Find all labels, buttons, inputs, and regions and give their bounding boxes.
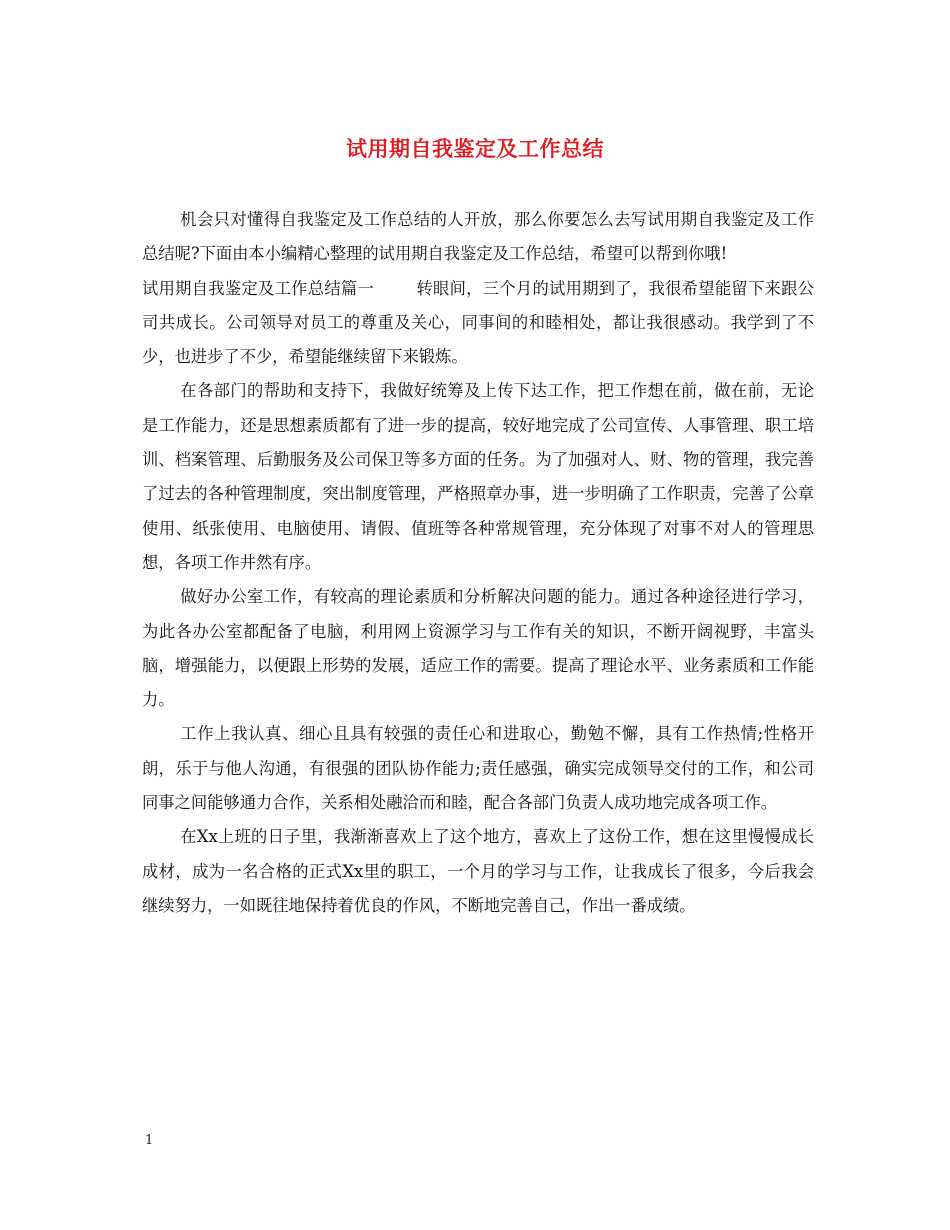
document-body [142,203,814,923]
page-number: 1 [145,1133,154,1148]
body-paragraph: 工作上我认真、细心且具有较强的责任心和进取心，勤勉不懈，具有工作热情;性格开朗，乐于与他人沟通，有很强的团队协作能力;责任感强，确实完成领导交付的工作，和公司同事之间能够通力合作，关系相处融洽而和睦，配合各部门负责人成功地完成各项工作。 [142,724,814,813]
body-paragraph: 在Xx上班的日子里，我渐渐喜欢上了这个地方，喜欢上了这份工作，想在这里慢慢成长成材，成为一名合格的正式Xx里的职工，一个月的学习与工作，让我成长了很多，今后我会继续努力，一如既往地保持着优良的作风，不断地完善自己，作出一番成绩。 [142,827,814,915]
section-paragraph [142,272,814,375]
section-heading: 试用期自我鉴定及工作总结篇一 [142,278,375,298]
document-title: 试用期自我鉴定及工作总结 [346,136,604,161]
intro-paragraph: 机会只对懂得自我鉴定及工作总结的人开放，那么你要怎么去写试用期自我鉴定及工作总结呢?下面由本小编精心整理的试用期自我鉴定及工作总结，希望可以帮到你哦! [142,210,814,264]
body-paragraph: 做好办公室工作，有较高的理论素质和分析解决问题的能力。通过各种途径进行学习，为此各办公室都配备了电脑，利用网上资源学习与工作有关的知识，不断开阔视野，丰富头脑，增强能力，以便跟上形势的发展，适应工作的需要。提高了理论水平、业务素质和工作能力。 [142,587,814,710]
body-paragraph: 在各部门的帮助和支持下，我做好统筹及上传下达工作，把工作想在前，做在前，无论是工作能力，还是思想素质都有了进一步的提高，较好地完成了公司宣传、人事管理、职工培训、档案管理、后勤服务及公司保卫等多方面的任务。为了加强对人、财、物的管理，我完善了过去的各种管理制度，突出制度管理，严格照章办事，进一步明确了工作职责，完善了公章使用、纸张使用、电脑使用、请假、值班等各种常规管理，充分体现了对事不对人的管理思想，各项工作井然有序。 [142,381,814,572]
section-text: 转眼间，三个月的试用期到了，我很希望能留下来跟公司共成长。公司领导对员工的尊重及关心，同事间的和睦相处，都让我很感动。我学到了不少，也进步了不少，希望能继续留下来锻炼。 [142,278,814,367]
